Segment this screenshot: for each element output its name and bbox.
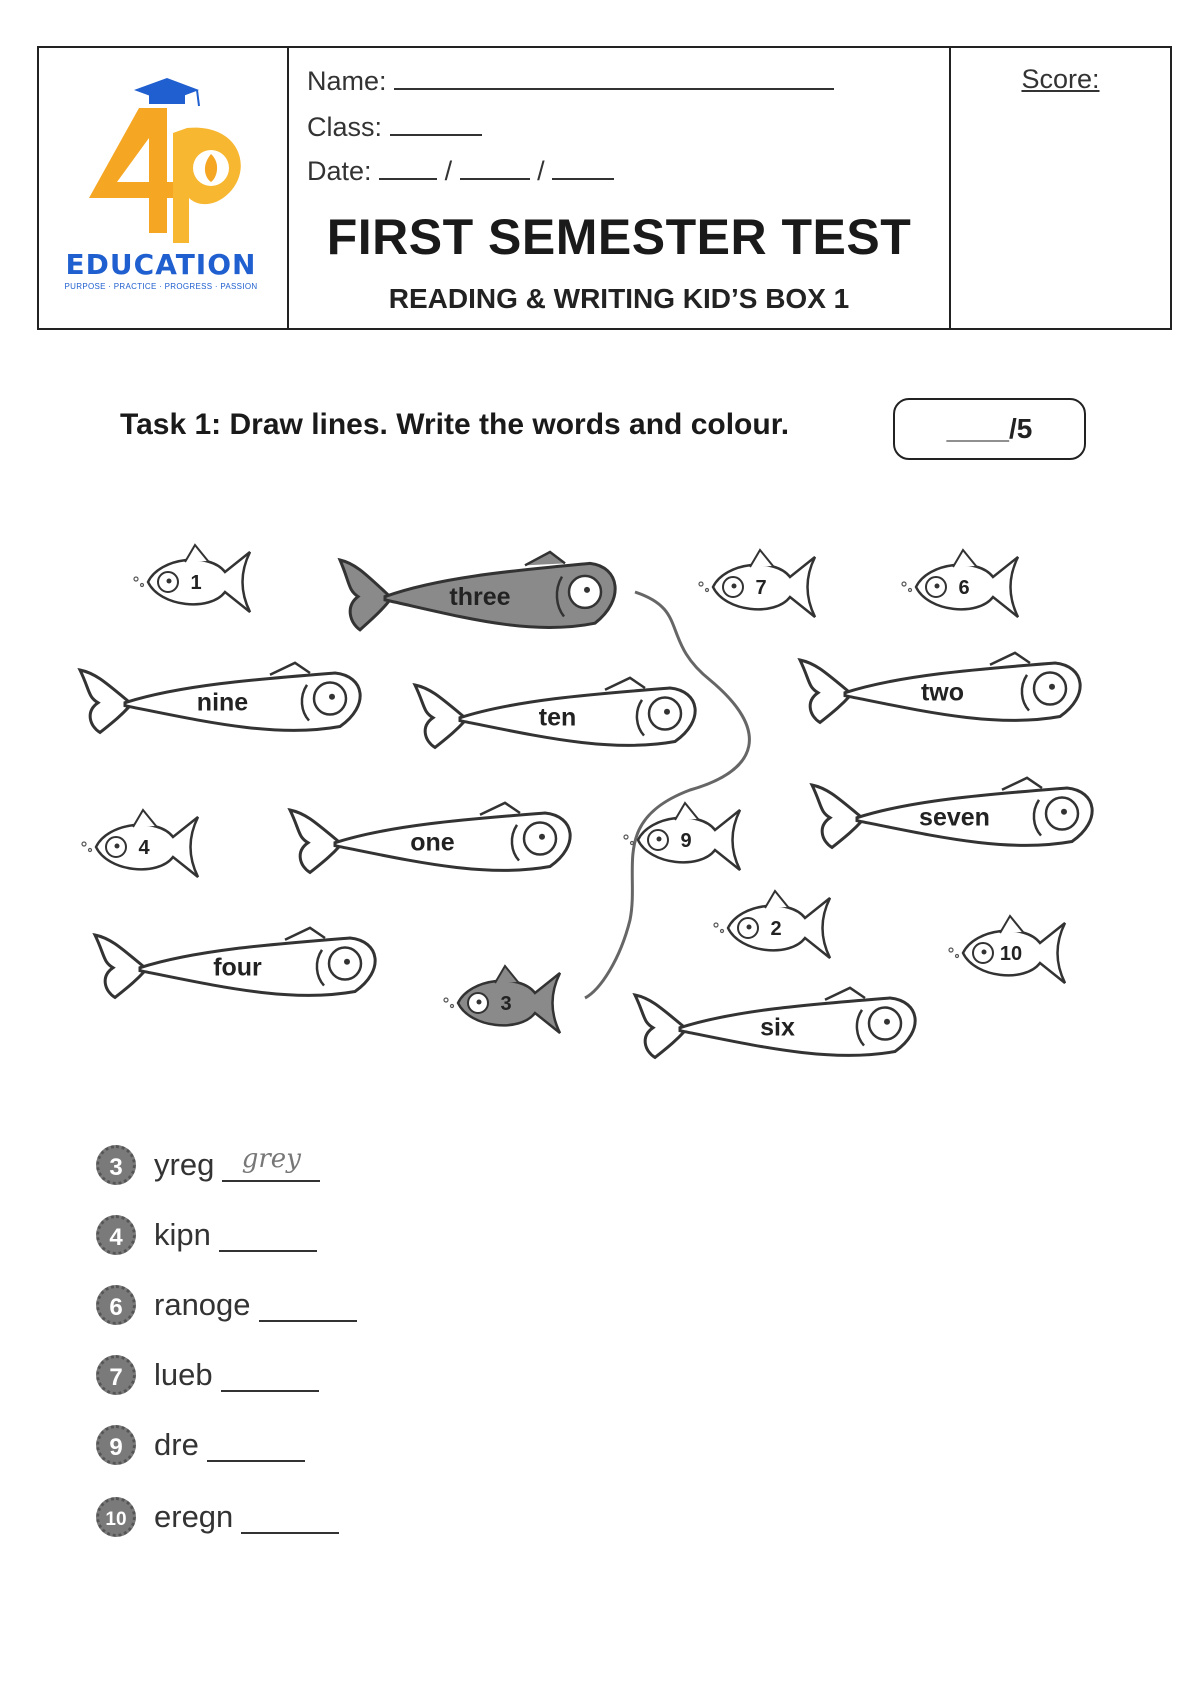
small-fish-number: 10 <box>999 943 1023 965</box>
small-fish[interactable] <box>714 891 830 958</box>
class-field[interactable] <box>307 112 482 143</box>
answer-input[interactable] <box>241 1496 339 1534</box>
name-label: Name: <box>307 66 387 96</box>
scrambled-word: kipn <box>154 1217 211 1252</box>
big-fish[interactable] <box>290 803 570 873</box>
word-row <box>96 1210 317 1260</box>
test-title: FIRST SEMESTER TEST <box>326 209 912 265</box>
logo-wordmark: EDUCATION <box>65 248 257 281</box>
big-fish[interactable] <box>635 988 915 1058</box>
number-badge: 9 <box>96 1425 136 1465</box>
answer-input[interactable] <box>207 1424 305 1462</box>
small-fish-number: 9 <box>680 830 692 852</box>
big-fish-label: seven <box>919 803 990 832</box>
number-badge: 3 <box>96 1145 136 1185</box>
answer-input[interactable] <box>221 1354 319 1392</box>
big-fish-label: six <box>760 1013 795 1042</box>
small-fish[interactable] <box>949 916 1065 983</box>
scrambled-word: ranoge <box>154 1287 251 1322</box>
example-match-line <box>585 592 749 998</box>
name-field[interactable] <box>307 66 834 97</box>
big-fish[interactable] <box>800 653 1080 723</box>
big-fish-label: four <box>213 953 262 982</box>
test-subtitle: READING & WRITING KID’S BOX 1 <box>388 283 850 314</box>
small-fish[interactable] <box>82 810 198 877</box>
small-fish[interactable] <box>444 966 560 1033</box>
big-fish-label: nine <box>196 688 249 717</box>
big-fish[interactable] <box>812 778 1092 848</box>
logo-mark <box>39 48 287 248</box>
date-separator: / <box>444 156 453 186</box>
word-row <box>96 1420 305 1470</box>
date-label: Date: <box>307 156 372 186</box>
header-table <box>37 46 1172 330</box>
scrambled-word: lueb <box>154 1357 213 1392</box>
fish-illustration <box>0 520 1200 1120</box>
name-blank[interactable] <box>394 66 834 90</box>
small-fish-number: 6 <box>958 577 970 599</box>
word-row <box>96 1280 357 1330</box>
answer-input[interactable]: grey <box>222 1144 320 1182</box>
date-day-blank[interactable] <box>379 156 437 180</box>
task-instruction: Task 1: Draw lines. Write the words and colour. <box>120 408 790 441</box>
answer-input[interactable] <box>219 1214 317 1252</box>
small-fish-number: 2 <box>770 918 782 940</box>
logo-cell <box>39 48 289 328</box>
class-blank[interactable] <box>390 112 482 136</box>
big-fish[interactable] <box>80 663 360 733</box>
word-row <box>96 1350 319 1400</box>
score-cell <box>951 48 1170 328</box>
score-label: Score: <box>1021 64 1100 94</box>
small-fish[interactable] <box>624 803 740 870</box>
scrambled-word: dre <box>154 1427 199 1462</box>
small-fish-number: 4 <box>138 837 150 859</box>
big-fish[interactable] <box>340 552 615 630</box>
scrambled-word: eregn <box>154 1499 234 1534</box>
small-fish[interactable] <box>699 550 815 617</box>
word-row <box>96 1140 320 1190</box>
date-separator: / <box>537 156 545 186</box>
big-fish-label: two <box>920 678 965 707</box>
task-score-box: ____/5 <box>893 398 1086 460</box>
small-fish[interactable] <box>134 545 250 612</box>
big-fish[interactable] <box>415 678 695 748</box>
answer-input[interactable] <box>259 1284 357 1322</box>
date-month-blank[interactable] <box>460 156 530 180</box>
logo-tagline: PURPOSE · PRACTICE · PROGRESS · PASSION <box>64 282 258 291</box>
big-fish-label: three <box>449 583 511 612</box>
number-badge: 6 <box>96 1285 136 1325</box>
info-cell <box>289 48 951 328</box>
number-badge: 4 <box>96 1215 136 1255</box>
small-fish-number: 7 <box>755 577 767 599</box>
small-fish-number: 1 <box>190 572 202 594</box>
date-field[interactable] <box>307 156 614 187</box>
date-year-blank[interactable] <box>552 156 614 180</box>
class-label: Class: <box>307 112 383 142</box>
big-fish-label: ten <box>538 703 577 732</box>
scrambled-word: yreg <box>154 1147 215 1182</box>
small-fish[interactable] <box>902 550 1018 617</box>
big-fish-label: one <box>410 828 455 857</box>
number-badge: 7 <box>96 1355 136 1395</box>
number-badge: 10 <box>96 1497 136 1537</box>
word-row <box>96 1492 339 1542</box>
small-fish-number: 3 <box>500 993 512 1015</box>
big-fish[interactable] <box>95 928 375 998</box>
